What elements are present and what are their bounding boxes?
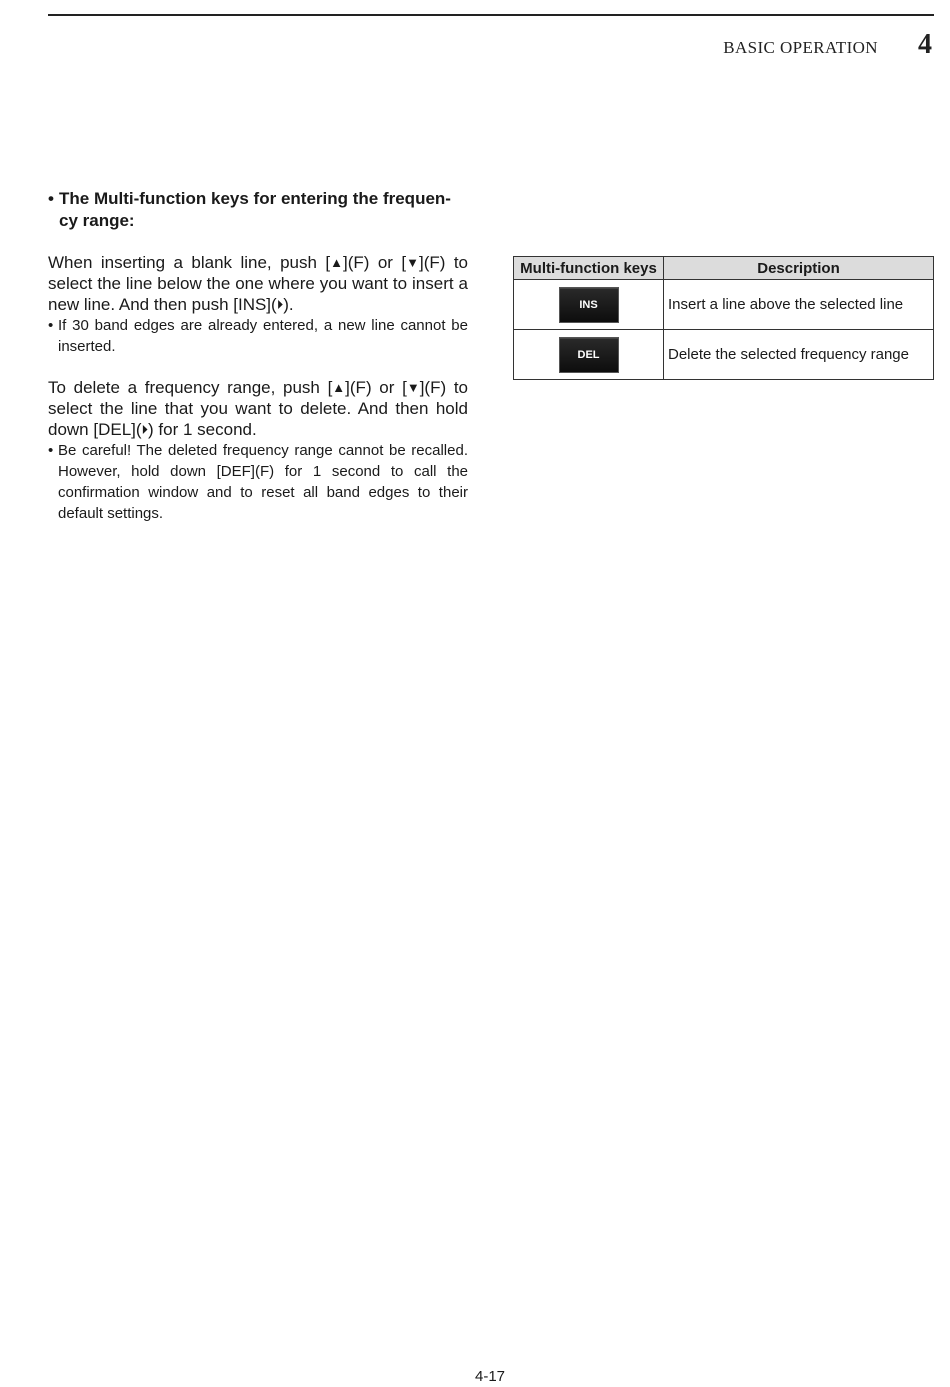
chapter-number: 4: [918, 29, 932, 60]
chapter-title: BASIC OPERATION: [723, 38, 878, 57]
table-row: [514, 280, 934, 330]
left-column: [48, 188, 468, 524]
table-cell-description: Insert a line above the selected line: [664, 280, 934, 330]
del-key-button[interactable]: DEL: [559, 337, 619, 373]
insert-note: • If 30 band edges are already entered, a new line cannot be inserted.: [48, 317, 468, 355]
bullet-icon: •: [48, 317, 54, 334]
delete-note: • Be careful! The deleted frequency range cannot be recalled. However, hold down [DEF](F) for 1 second to call the confirmation window and to reset all band edges to their default settings.: [48, 442, 468, 522]
bullet-icon: •: [48, 442, 54, 459]
table-header-row: [514, 257, 934, 280]
table-header-keys: Multi-function keys: [514, 257, 664, 280]
down-triangle-icon: ▼: [406, 380, 420, 395]
top-rule: [48, 14, 934, 16]
down-triangle-icon: ▼: [406, 255, 419, 270]
right-triangle-icon: ⏵: [276, 297, 284, 312]
delete-paragraph: To delete a frequency range, push [▲](F) or [▼](F) to select the line that you want to delete. And then hold down [DEL](⏵) for 1 second.: [48, 378, 468, 439]
section-heading: [48, 188, 468, 232]
ins-key-button[interactable]: INS: [559, 287, 619, 323]
multifunction-keys-table: [513, 256, 934, 380]
heading-line-2: cy range:: [59, 211, 135, 230]
insert-paragraph: When inserting a blank line, push [▲](F) or [▼](F) to select the line below the one where you want to insert a new line. And then push [INS](⏵).: [48, 253, 469, 314]
bullet-icon: •: [48, 189, 54, 208]
table-row: [514, 330, 934, 380]
table-header-description: Description: [664, 257, 934, 280]
table-cell-description: Delete the selected frequency range: [664, 330, 934, 380]
right-triangle-icon: ⏵: [141, 422, 149, 437]
up-triangle-icon: ▲: [330, 255, 343, 270]
up-triangle-icon: ▲: [332, 380, 346, 395]
page-number: 4-17: [474, 1368, 506, 1385]
heading-line-1: The Multi-function keys for entering the frequen-: [59, 189, 451, 208]
